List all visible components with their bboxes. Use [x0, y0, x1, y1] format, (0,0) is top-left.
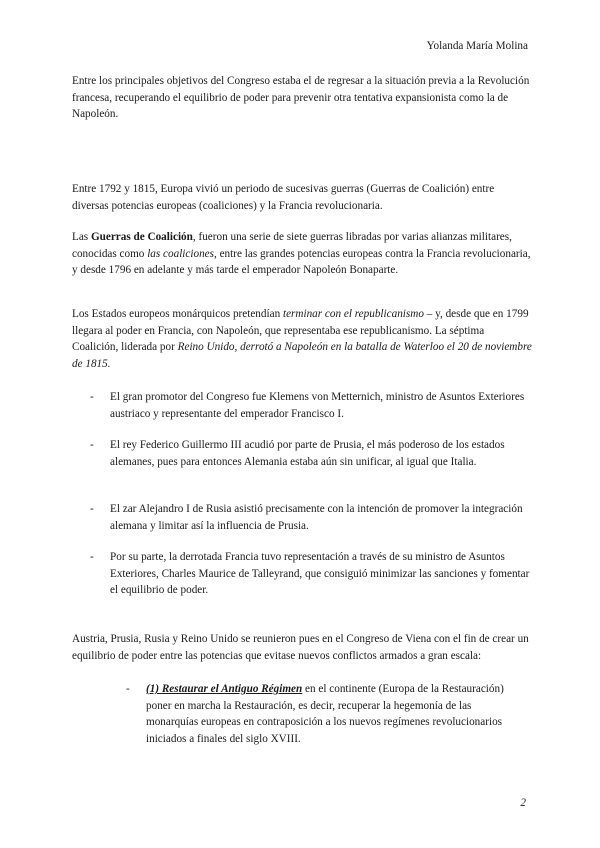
text-segment: en el continente (Europa de la Restauración) poner en marcha la Restauración, es decir, recuperar la hegemonía de las monarquías europeas en contraposición a los nuevos regímenes revolucionarios iniciados a finales del siglo XVIII. — [146, 683, 504, 745]
text-segment: – y, desde que en 1799 llegara al poder en Francia, con Napoleón, que representaba ese republicanismo. La séptima Coalición, liderada por — [72, 308, 529, 353]
underlined-title: (1) Restaurar el Antiguo Régimen — [146, 683, 303, 695]
paragraph-congress-vienna: Austria, Prusia, Rusia y Reino Unido se reunieron pues en el Congreso de Viena con el fin de crear un equilibrio de poder entre las potencias que evitase nuevos conflictos armados a gran escala: — [72, 633, 529, 662]
paragraph-wars-period: Entre 1792 y 1815, Europa vivió un periodo de sucesivas guerras (Guerras de Coalición) entre diversas potencias europeas (coaliciones) y la Francia revolucionaria. — [72, 183, 495, 212]
text-segment: , entre las grandes potencias europeas contra la Francia revolucionaria, y desde 1796 en adelante y más tarde el emperador Napoleón Bonaparte. — [72, 247, 531, 276]
bold-term: Guerras de Coalición — [90, 231, 193, 243]
paragraph-monarchic-states — [72, 306, 532, 372]
italic-term: Reino Unido, derrotó a Napoleón en la batalla de Waterloo el 20 de noviembre de 1815. — [72, 341, 532, 370]
paragraph-coalition-wars — [72, 229, 532, 279]
text-segment: Las — [72, 231, 91, 243]
paragraph-objectives: Entre los principales objetivos del Congreso estaba el de regresar a la situación previa a la Revolución francesa, recuperando el equilibrio de poder para prevenir otra tentativa expansionista como la de Napoleón. — [72, 75, 530, 120]
italic-term: terminar con el republicanismo — [282, 308, 424, 320]
list-item-text: El gran promotor del Congreso fue Klemens von Metternich, ministro de Asuntos Exteriores austriaco y representante del emperador Francisco I. — [110, 391, 525, 420]
bullet-dash: - — [126, 683, 130, 695]
list-item-text: El rey Federico Guillermo III acudió por parte de Prusia, el más poderoso de los estados alemanes, pues para entonces Alemania estaba aún sin unificar, al igual que Italia. — [110, 439, 505, 468]
bullet-dash: - — [90, 551, 94, 563]
sub-list-item-text — [146, 681, 508, 747]
bullet-dash: - — [90, 503, 94, 515]
list-item-text: Por su parte, la derrotada Francia tuvo representación a través de su ministro de Asuntos Exteriores, Charles Maurice de Talleyrand, que consiguió minimizar las sanciones y fomentar el equilibrio de poder. — [110, 551, 530, 596]
text-segment: , fueron una serie de siete guerras libradas por varias alianzas militares, conocidas como — [72, 231, 512, 260]
page-number: 2 — [520, 797, 526, 809]
list-item-text: El zar Alejandro I de Rusia asistió precisamente con la intención de promover la integración alemana y limitar así la influencia de Prusia. — [110, 503, 523, 532]
text-segment: Los Estados europeos monárquicos pretendían — [72, 308, 283, 320]
header-author: Yolanda María Molina — [426, 40, 528, 52]
bullet-dash: - — [90, 439, 94, 451]
italic-term: las coaliciones — [147, 247, 214, 260]
bullet-dash: - — [90, 391, 94, 403]
